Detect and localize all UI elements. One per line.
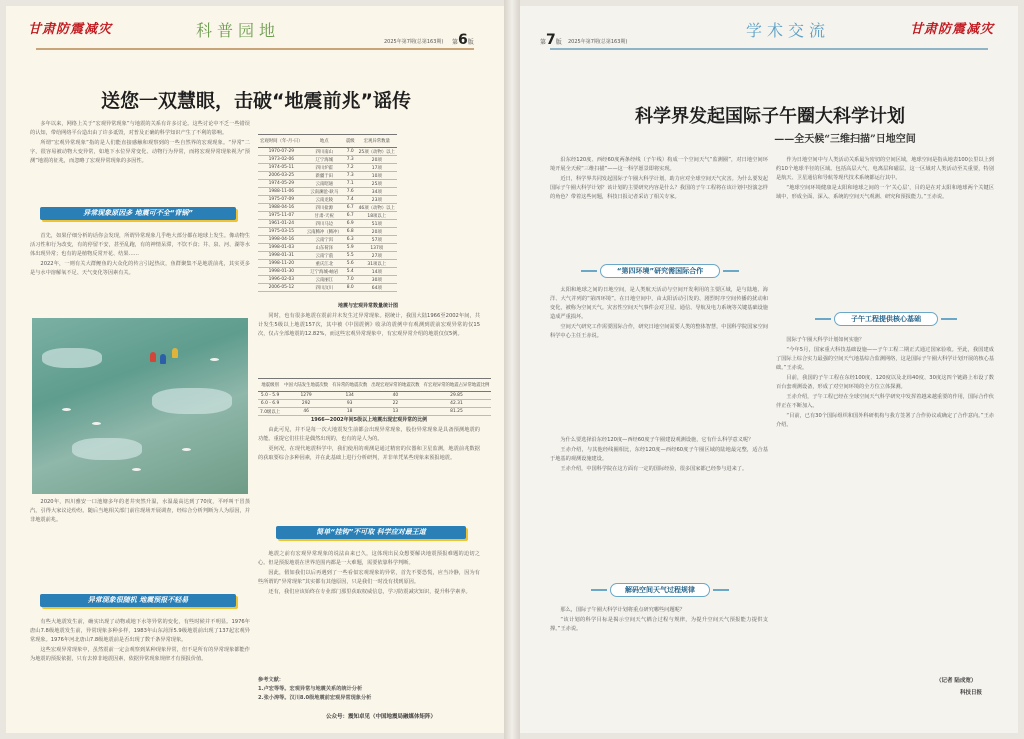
table-cell: 新疆于田 bbox=[305, 172, 344, 180]
table-row bbox=[258, 196, 397, 204]
table-cell: 7.0级以上 bbox=[260, 409, 281, 415]
table-header-cell: 震级 bbox=[344, 135, 357, 148]
right-header bbox=[520, 6, 1018, 52]
article-intro: 多年以来，网络上关于“宏观异常现象”与地震的关系有许多讨论。这些讨论中不乏一些错误的认知，带给网络平台造出由了许多诋毁，对普及正确的科学知识产生了不利的影响。 所谓“宏观异常现象”指的是人们能直接感触和观察到的一些自然界的宏观现象。“异常”二字，很容易被动物大变异常，如地下水位异常变化、动物行为异常，而将宏观异常现象视为“预测”地震的征兆，而忽略了宏观异常现象的多因性。 bbox=[30, 121, 250, 164]
table-cell: 甘肃-天祝 bbox=[305, 212, 344, 220]
table-row bbox=[258, 276, 397, 284]
table-cell: 292 bbox=[282, 400, 330, 408]
table-cell: 7.0 bbox=[344, 276, 357, 284]
article-body-1: 首先，如果仔细分析的话你会发现，所谓异常现象几乎绝大部分都在地球上发生。像动物生活习性和行为改变，有的停留不安，甚至乱跑，有的神情呆滞，不饮不食；井、泉、河、湖等水体出现异常；也有的是植物反常开花、结果…… 2022年，一则有关大群鲤鱼的大众化的传言引起热议，鱼群聚集不是地震前兆，其实更多是与水中溶解氧不足、天气变化等因素有关。 bbox=[30, 233, 250, 276]
table-row bbox=[258, 392, 491, 400]
earthquake-table bbox=[258, 134, 397, 292]
table-header-cell: 有异常的地震次数 bbox=[330, 379, 369, 392]
table-row bbox=[258, 252, 397, 260]
table-cell: 1973-02-06 bbox=[258, 156, 305, 164]
references: 参考文献： 1.卢宏等等。宏观异常与地震关系的统计分析 2.张小涛等。汉川8.0级地震前宏观异常现象分析 bbox=[258, 677, 372, 701]
table-cell: 6.9 bbox=[344, 220, 357, 228]
table-row bbox=[258, 268, 397, 276]
table-row bbox=[258, 212, 397, 220]
publication-logo: 甘肃防震减灾 bbox=[910, 22, 995, 37]
table-row bbox=[258, 180, 397, 188]
table-cell: 40 bbox=[369, 392, 421, 400]
table-cell: 2006-05-12 bbox=[258, 284, 305, 292]
table-cell: 134 bbox=[330, 392, 369, 400]
table-cell: 6.3 bbox=[344, 236, 357, 244]
table-cell: 31项以上 bbox=[357, 260, 397, 268]
table-cell: 1998-04-16 bbox=[258, 236, 305, 244]
table-cell: 四川盐源 bbox=[305, 204, 344, 212]
table-cell: 27项 bbox=[357, 252, 397, 260]
source-credit: 科技日报 bbox=[960, 690, 983, 696]
table-cell: 1974-05-11 bbox=[258, 164, 305, 172]
photo-caption: 2020年，四川雅安一口池塘多年的老井突然升温，水温最高达到了70度，平呼叫干冒蒸汽，引得大家议论纷纷。随后当地相关部门前往现场开展调查，经综合分析判断为人为原因，并非地震前兆。 bbox=[30, 499, 250, 523]
table-row bbox=[258, 400, 491, 408]
table-cell: 22 bbox=[369, 400, 421, 408]
table-cell: 1988-04-16 bbox=[258, 204, 305, 212]
table-cell: 1998-11-20 bbox=[258, 260, 305, 268]
article-source: 公众号：震知卓见（中国地震局融媒体矩阵） bbox=[326, 714, 437, 720]
page-number: 第7版 bbox=[540, 32, 562, 48]
reporter-credit: （记者 陆成宽） bbox=[936, 678, 977, 684]
table2-caption: 1966—2002年间5级以上地震出现宏观异常的比例 bbox=[310, 417, 428, 423]
table-cell: 23项 bbox=[357, 196, 397, 204]
table-cell: 18 bbox=[330, 408, 369, 416]
table-cell: 1974-05-29 bbox=[258, 180, 305, 188]
table-cell: 7.4 bbox=[344, 196, 357, 204]
table-cell: 辽宁海城-岫岩 bbox=[305, 268, 344, 276]
table-cell: 1988-11-06 bbox=[258, 188, 305, 196]
table-row bbox=[258, 172, 397, 180]
table-cell: 42.31 bbox=[422, 400, 492, 408]
table-cell: 7.6 bbox=[344, 188, 357, 196]
article-body-4: 由此可见，并不是每一次大地震发生前都会出现异常现象，股份异常现象是具备预测地震的功能。重提它们往往是偶然出现的，也有的是人为的。 更何况，在现代地震科学中，我们使用的观测是通过精密的仪器和卫星监测，地震前兆数据的获取要综合多种因素，并在此基础上进行分析研判，并非单凭某些现象来预报地震。 bbox=[258, 427, 480, 461]
table-cell: 1998-01-30 bbox=[258, 268, 305, 276]
table-cell: 10项 bbox=[357, 172, 397, 180]
section-title: 科普园地 bbox=[196, 21, 281, 40]
table-cell: 云南澜沧-耿马 bbox=[305, 188, 344, 196]
article-body-5: 地震之前有宏观异常现象的说法由来已久，这体现出民众想要解决地震预报难题的迫切之心。但是预报地震在世界范围内都是一大难题，需要依靠科学判断。 因此，假如我们以后再遇到了一些看似宏观现象的异常，首先不要恐慌，应当冷静，因为有些所谓的“异常现象”其实都有其他原因，只是我们一时没有找到原因。 还有，我们应该始终在专业部门那里获取权威信息，学习防震减灾知识，提升科学素养。 bbox=[258, 551, 480, 595]
article-body-1: 太阳和地球之间的日地空间，是人类航天活动与空间开发利用的主要区域，是与陆地、海洋、大气并列的“第四环境”。在日地空间中，由太阳活动引发的、剧烈时序空间传播的扰动和变化，被称为空间天气。灾害性空间天气事件会对卫星、通信、导航及电力系统等关键基础设施造成严重损坏。 空间天气研究工作需要国际合作，研究日地空间需要人类的整体智慧，中国科学院国家空间科学中心主任王赤说。 bbox=[550, 287, 768, 339]
section-banner-1: 异常现象原因多 地震可不全“背锅” bbox=[40, 207, 236, 220]
table-cell: 14项 bbox=[357, 268, 397, 276]
table-cell: 云南宁洱 bbox=[305, 236, 344, 244]
article-body-4: 作为日地空间中与人类活动关系最为密切的空间区域，地球空间是指从地表100公里以上到约10个地球半径的区域。包括高层大气、电离层和磁层。这一区域对人类活动至关重要，特别是航天、卫星通信和导航等现代技术系统都运行其中。 “地球空间环境健康是太阳和地球之间的一个‘关心层’，目的是在对太阳和地球两个关键区域中，形成全面、深入、系统的空间天气观测、研究和预报能力。”王赤说。 bbox=[776, 157, 994, 200]
table-cell: 7.2 bbox=[344, 164, 357, 172]
article-subtitle: ——全天候“三维扫描”日地空间 bbox=[774, 134, 916, 145]
table-cell: 6.8 bbox=[344, 228, 357, 236]
table-cell: 25项 bbox=[357, 180, 397, 188]
table-cell: 1996-02-03 bbox=[258, 276, 305, 284]
table-cell: 1998-01-03 bbox=[258, 244, 305, 252]
table-cell: 17项 bbox=[357, 164, 397, 172]
section-banner-2: 异常现象很随机 地震预报不轻易 bbox=[40, 594, 236, 607]
table-cell: 29.85 bbox=[422, 392, 492, 400]
table-cell: 云南宁蒗 bbox=[305, 252, 344, 260]
table-cell: 51项 bbox=[357, 220, 397, 228]
table-cell: 1961-01-24 bbox=[258, 220, 305, 228]
page-number: 第6版 bbox=[452, 32, 474, 48]
table-cell: 四川南山 bbox=[305, 148, 344, 156]
table-cell: 8.0 bbox=[344, 284, 357, 292]
ratio-table bbox=[258, 378, 491, 416]
table-cell: 1998-01-31 bbox=[258, 252, 305, 260]
table-cell: 34项 bbox=[357, 188, 397, 196]
subhead-1: “第四环境”研究需国际合作 bbox=[600, 264, 720, 278]
table-row bbox=[258, 228, 397, 236]
table-cell: 四川马边 bbox=[305, 220, 344, 228]
table-cell: 1970-07-29 bbox=[258, 148, 305, 156]
article-body-2: 有些大地震发生前，确实出现了动物或地下水等异常的变化，有些时候并不明显。1976年唐山7.8级地震发生前，异常现象多种多样，1983年山东菏泽5.9级地震前出现了137起宏观异常现象。1976年河北唐山7.8级地震前是否出现了数千条异常现象。 这些宏观异常现象中，虽然震前一定会观察到某种现象异常，但不是所有的异常现象都能作为地震的预报依据，只有去掉非地震因素，依据异常现象规律才有预报价值。 bbox=[30, 619, 250, 662]
header-rule bbox=[36, 48, 474, 50]
section-banner-3: 简单“挂钩”不可取 科学应对最王道 bbox=[276, 526, 466, 539]
article-title: 送您一双慧眼，击破“地震前兆”谣传 bbox=[101, 90, 411, 112]
table-row bbox=[258, 260, 397, 268]
table-cell: 云南腾冲（腾冲） bbox=[306, 229, 342, 235]
issue-label: 2025年第7期(总第163期) bbox=[384, 39, 444, 45]
table-row bbox=[258, 156, 397, 164]
table-cell: 25项（动物）以上 bbox=[358, 149, 395, 155]
table-cell: 云南丽江 bbox=[305, 276, 344, 284]
table-cell: 重庆江北 bbox=[305, 260, 344, 268]
section-title: 学术交流 bbox=[746, 21, 831, 40]
pond-photo bbox=[32, 318, 248, 494]
table-cell: 四川炉霍 bbox=[305, 164, 344, 172]
table-cell: 5.9 bbox=[344, 244, 357, 252]
page-fold bbox=[504, 0, 520, 739]
table-cell: 5.0 - 5.9 bbox=[258, 392, 282, 400]
issue-label: 2025年第7期(总第163期) bbox=[568, 39, 628, 45]
table-cell: 1975-07-09 bbox=[258, 196, 305, 204]
table-cell: 137项 bbox=[357, 244, 397, 252]
table-cell: 6.7 bbox=[344, 204, 357, 212]
table-cell: 7.3 bbox=[344, 172, 357, 180]
table-cell: 山东荷泽 bbox=[305, 244, 344, 252]
table-cell: 7.0 bbox=[344, 148, 357, 156]
table-cell: 6.0 - 6.9 bbox=[258, 400, 282, 408]
table-cell: 13 bbox=[369, 408, 421, 416]
table-header-cell: 中国大陆发生地震次数 bbox=[282, 379, 330, 392]
table-row bbox=[258, 236, 397, 244]
table-cell: 81.25 bbox=[422, 408, 492, 416]
table-cell: 辽宁海城 bbox=[305, 156, 344, 164]
table-row bbox=[258, 220, 397, 228]
table-row bbox=[258, 188, 397, 196]
table-header-cell: 有宏观异常的地震占异常地震比例 bbox=[422, 379, 492, 392]
table-header-cell: 出现宏观异常的地震次数 bbox=[369, 379, 421, 392]
table-cell: 云南昭通 bbox=[305, 180, 344, 188]
table-cell: 四川汶川 bbox=[305, 284, 344, 292]
table-cell: 18项以上 bbox=[357, 212, 397, 220]
table-cell: 20项 bbox=[357, 156, 397, 164]
table-cell: 1975-03-15 bbox=[258, 228, 305, 236]
table-cell: 5.5 bbox=[344, 252, 357, 260]
article-title: 科学界发起国际子午圈大科学计划 bbox=[635, 106, 905, 127]
table-cell: 5.4 bbox=[344, 268, 357, 276]
article-intro: 沿东经120度、西经60度两条经线（子午线）构成一个空间天气“监测圈”，对日地空间环境开展全天候“三维扫描”——这一科学愿景即将实现。 近日，科学界共同发起国际子午圈大科学计划，助力应对全球空间天气灾害。为什么要发起国际子午圈大科学计划？该计划的主要研究内容是什么？我国的子午工程将在该计划中扮演怎样的角色？带着这些问题，科技日报记者采访了相关专家。 bbox=[550, 157, 768, 200]
table-header-cell: 宏观时间（年-月-日） bbox=[258, 135, 305, 148]
table-row bbox=[258, 148, 397, 156]
table-cell: 6.7 bbox=[344, 212, 357, 220]
article-body-3: 同时，也有很多地震在震前并未发生过异常现象。据统计，我国大陆1966至2002年间，共计发生5级以上地震157次，其中被《中国震例》收录的震例中有观测到震前宏观异常的仅15次，仅占全部地震的12.82%，而这些宏观异常现象中，有宏观异常介绍的地震仅仅5例。 bbox=[258, 313, 480, 337]
table-header-cell: 地震级别 bbox=[258, 379, 282, 392]
right-page bbox=[520, 6, 1018, 733]
table-cell: 20项 bbox=[357, 228, 397, 236]
table-header-cell: 地点 bbox=[305, 135, 344, 148]
left-page bbox=[6, 6, 504, 733]
header-rule bbox=[550, 48, 988, 50]
table-cell: 2006-03-25 bbox=[258, 172, 305, 180]
table-cell: 7.1 bbox=[344, 180, 357, 188]
table-cell: 1975-11-07 bbox=[258, 212, 305, 220]
table-row bbox=[258, 408, 491, 416]
table-cell: 93 bbox=[330, 400, 369, 408]
article-body-5: 国际子午圈大科学计划如何实施？ “今年5月，国家重大科技基础设施——子午工程二期正式通过国家验收。至此，我国建成了国际上综合实力最强的空间天气地基综合监测网络，这是国际子午圈大科学计划开展的核心基础。”王赤说。 目前，我国的子午工程在东经100度、120度以及北纬40度、30度这四个链路上布设了数百台套观测设备，形成了对空间环境的全方位立体探测。 王赤介绍，子午工程已经在全球空间天气科学研究中发挥着越来越重要的作用，国际合作伙伴正在不断加入。 “目前，已有30个国际组织和国外科研机构与我方签署了合作协议或确定了合作意向。”王赤介绍。 bbox=[776, 337, 994, 428]
article-body-3: 那么，国际子午圈大科学计划将重点研究哪些问题呢？ “该计划的科学目标是揭示空间天气耦合过程与规律，为提升空间天气预报能力提供支撑。”王赤说。 bbox=[550, 607, 768, 632]
table-header-cell: 宏观异常数量 bbox=[357, 135, 397, 148]
table-cell: 57项 bbox=[357, 236, 397, 244]
subhead-3: 子午工程提供核心基础 bbox=[834, 312, 938, 326]
table-row bbox=[258, 164, 397, 172]
table-cell: 46项（动物）以上 bbox=[358, 205, 395, 211]
table1-caption: 地震与宏观异常数量统计图 bbox=[337, 303, 398, 309]
table-cell: 46 bbox=[282, 408, 330, 416]
table-row bbox=[258, 244, 397, 252]
subhead-2: 解码空间天气过程规律 bbox=[610, 583, 710, 597]
table-row bbox=[258, 204, 397, 212]
article-body-2: 为什么要选择沿东经120度—西经60度子午圈建设观测设施，它有什么科学意义呢？ 王赤介绍，与其他经线圈相比，东经120度—西经60度子午圈区域的陆地最完整，适合基于地基的观测设施建设。 王赤介绍，中国科学院在这方面有一定的国际经验，很多国家都已经参与进来了。 bbox=[550, 437, 768, 472]
table-row bbox=[258, 284, 397, 292]
table-cell: 64项 bbox=[357, 284, 397, 292]
table-cell: 30项 bbox=[357, 276, 397, 284]
publication-logo: 甘肃防震减灾 bbox=[28, 22, 113, 37]
table-cell: 7.3 bbox=[344, 156, 357, 164]
table-cell: 5.6 bbox=[344, 260, 357, 268]
table-cell: 云南龙陵 bbox=[305, 196, 344, 204]
table-cell: 1279 bbox=[282, 392, 330, 400]
left-header bbox=[6, 6, 504, 52]
